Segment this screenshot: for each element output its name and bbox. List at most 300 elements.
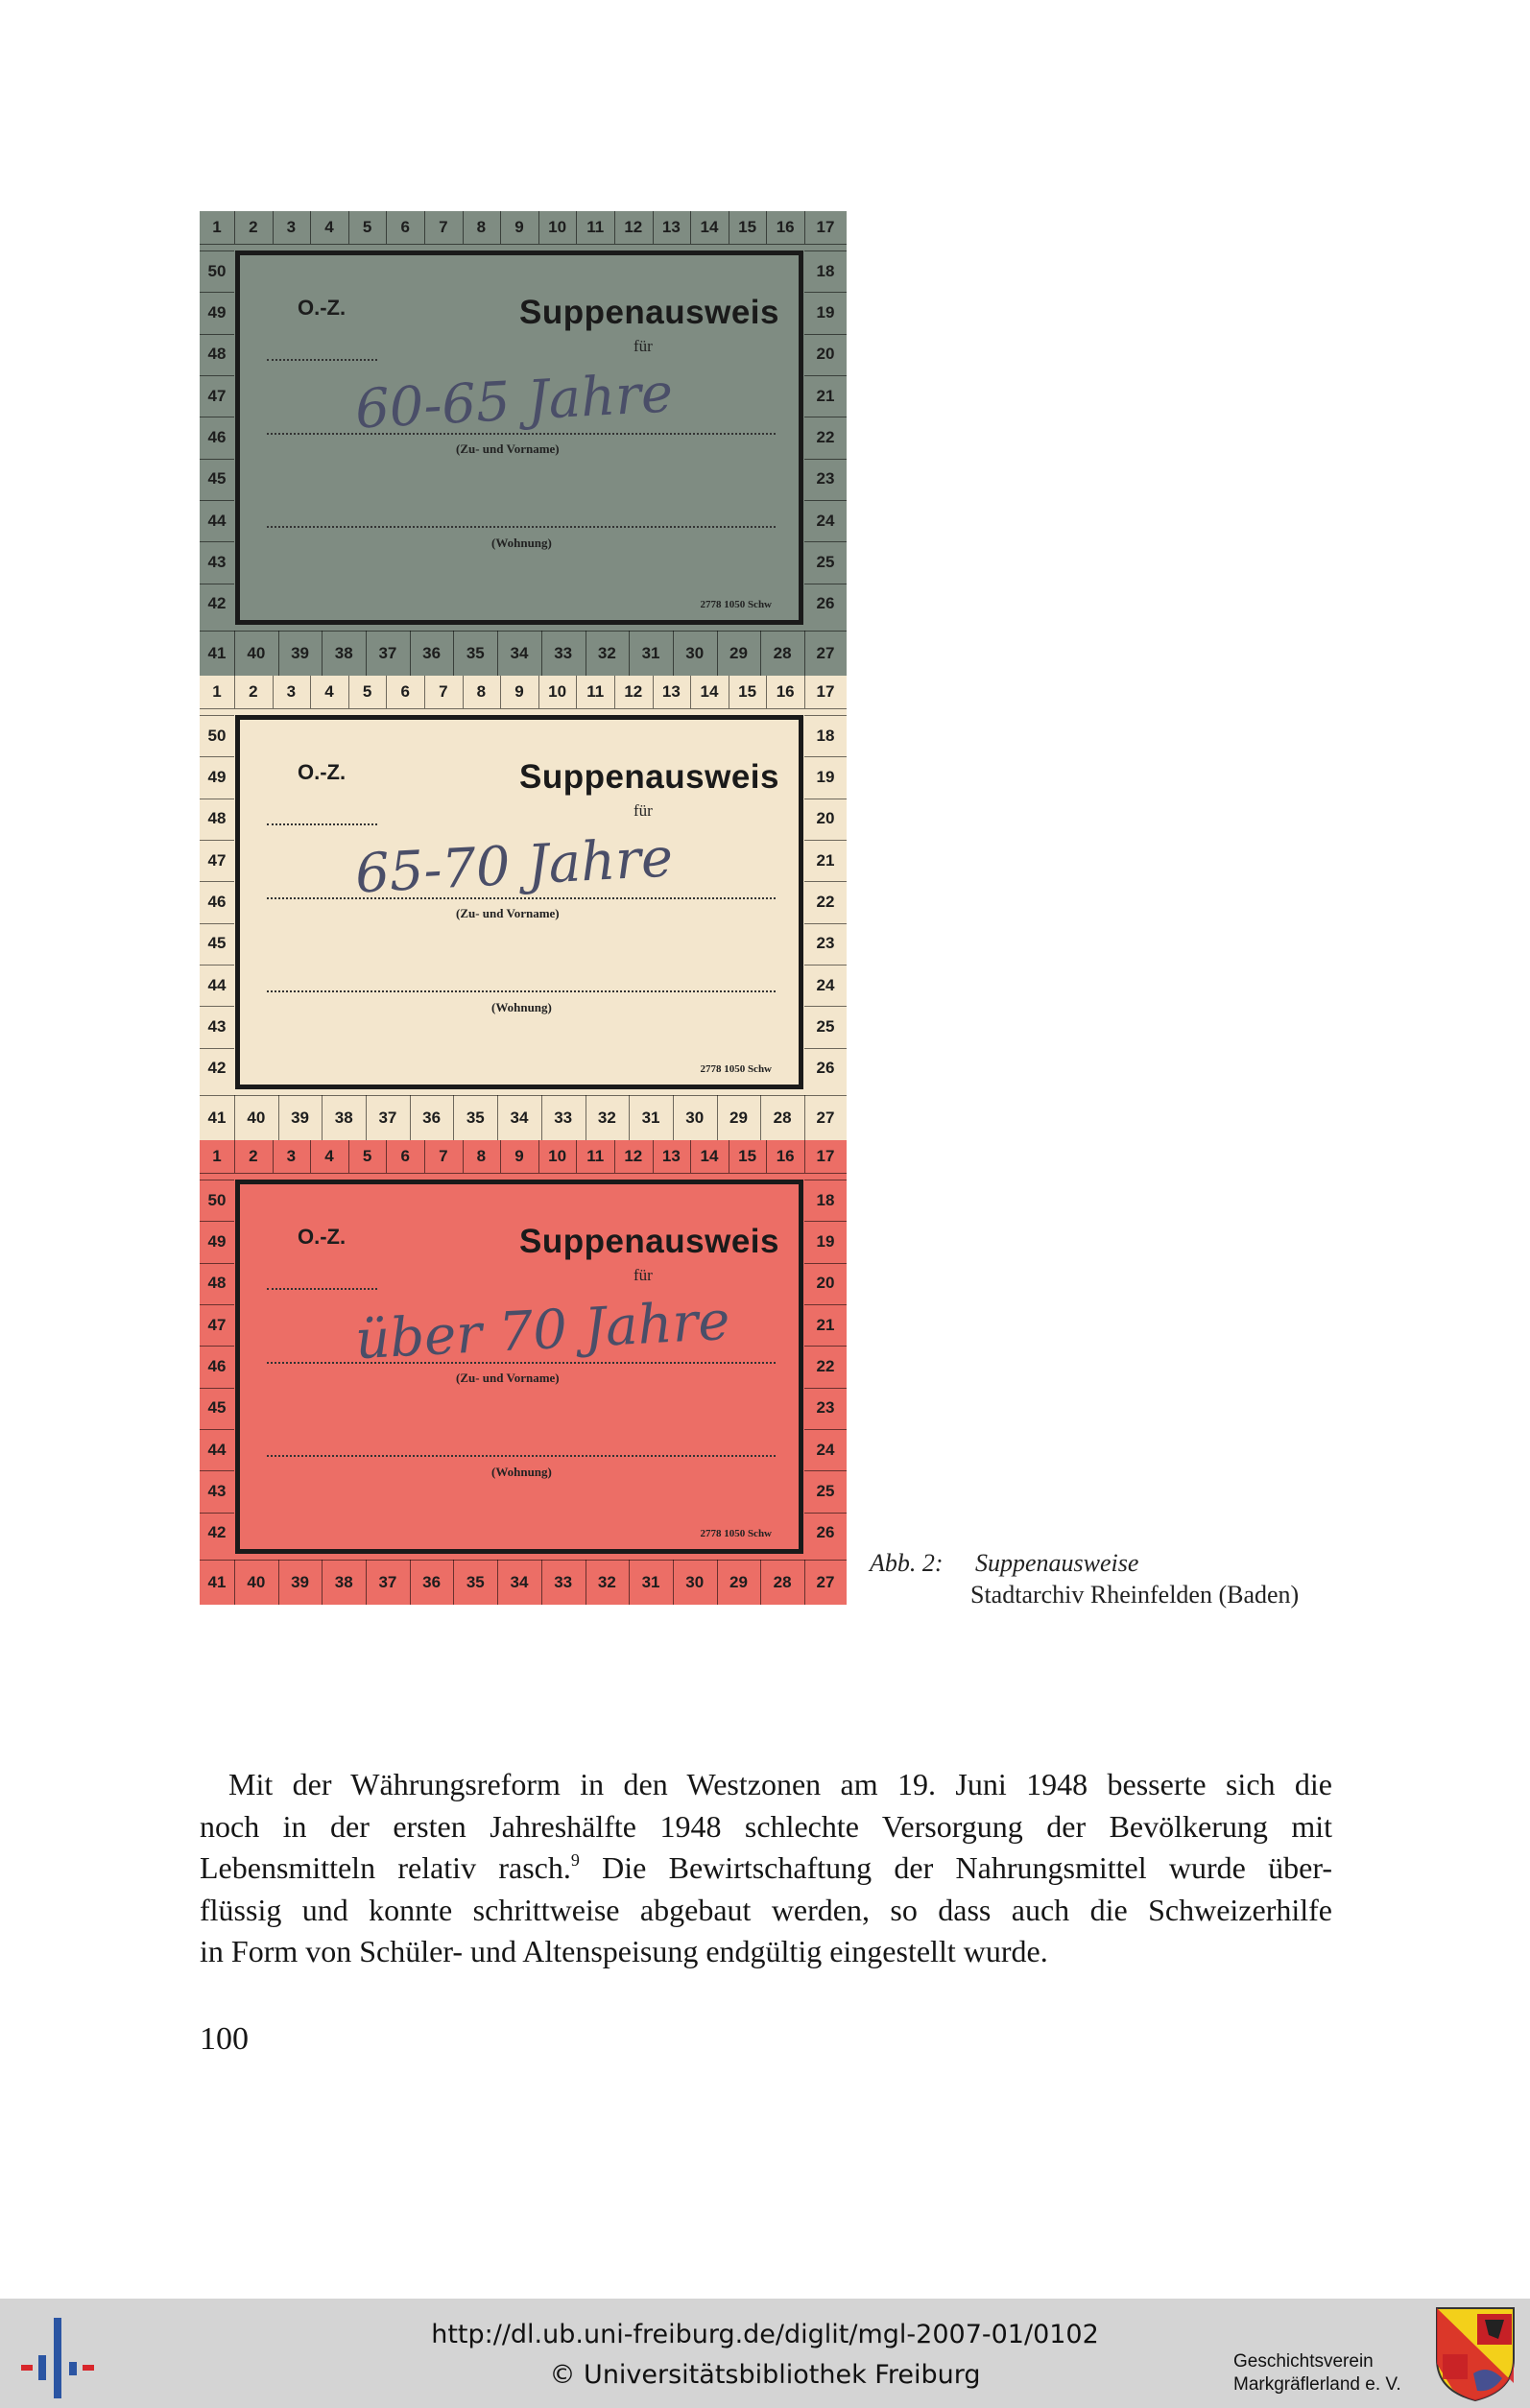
coupon-divider <box>673 1560 674 1605</box>
form-print-code: 2778 1050 Schw <box>700 1063 772 1075</box>
body-line: in Form von Schüler- und Altenspeisung endgültig eingestellt wurde. <box>200 1934 1048 1968</box>
coupon-number: 43 <box>207 1016 227 1036</box>
coupon-divider <box>386 211 387 244</box>
dotted-line <box>267 359 377 361</box>
coupon-divider <box>463 676 464 708</box>
form-address-label: (Wohnung) <box>491 1000 552 1014</box>
coupon-divider <box>200 1429 234 1430</box>
coupon-divider <box>322 631 323 676</box>
coupon-number: 42 <box>207 1523 227 1542</box>
coupon-divider <box>278 1560 279 1605</box>
coupon-number: 7 <box>439 1147 448 1165</box>
coupon-number: 14 <box>700 218 719 236</box>
coupon-divider <box>614 211 615 244</box>
coupon-number: 28 <box>773 1572 792 1591</box>
coupon-divider <box>690 211 691 244</box>
dotted-line <box>267 1288 377 1290</box>
handwritten-age-group: 65-70 Jahre <box>353 826 675 906</box>
coupon-number: 44 <box>207 511 227 530</box>
soup-pass-card <box>200 676 847 1140</box>
soup-pass-card <box>200 1140 847 1605</box>
coupon-number: 19 <box>816 1231 835 1251</box>
coupon-number: 48 <box>207 1274 227 1293</box>
coupon-number: 10 <box>548 682 567 701</box>
coupon-divider <box>200 1221 234 1222</box>
coupon-divider <box>614 1140 615 1173</box>
coupon-divider <box>234 676 235 708</box>
coupon-number: 17 <box>816 218 835 236</box>
coupon-number: 1 <box>212 218 222 236</box>
coupon-divider <box>497 1560 498 1605</box>
coupon-divider <box>541 1560 542 1605</box>
dotted-line <box>267 1362 776 1364</box>
coupon-number: 48 <box>207 809 227 828</box>
form-fuer-label: für <box>634 337 653 355</box>
caption-source: Stadtarchiv Rheinfelden (Baden) <box>970 1581 1300 1609</box>
coupon-number: 1 <box>212 682 222 701</box>
coupon-divider <box>200 965 234 966</box>
coupon-number: 25 <box>816 1016 835 1036</box>
coupon-number: 6 <box>400 218 410 236</box>
coupon-divider <box>453 631 454 676</box>
coupon-divider <box>673 631 674 676</box>
coupon-divider <box>541 1095 542 1140</box>
coupon-divider <box>200 1388 234 1389</box>
handwritten-age-group: über 70 Jahre <box>353 1289 731 1372</box>
coupon-divider <box>804 459 847 460</box>
coupon-number: 5 <box>362 218 372 236</box>
figure-suppenausweise <box>200 211 847 1603</box>
coupon-divider <box>273 1140 274 1173</box>
form-fuer-label: für <box>634 801 653 820</box>
coupon-divider <box>804 1560 805 1605</box>
coupon-divider <box>200 375 234 376</box>
coupon-number: 21 <box>816 386 835 405</box>
coupon-divider <box>690 676 691 708</box>
coupon-divider <box>234 211 235 244</box>
coupon-number: 26 <box>816 1523 835 1542</box>
coupon-number: 14 <box>700 1147 719 1165</box>
coupon-number: 33 <box>554 1572 573 1591</box>
dotted-line <box>267 433 776 435</box>
coupon-number: 32 <box>597 1108 616 1127</box>
coupon-divider <box>673 1095 674 1140</box>
coupon-divider <box>200 756 234 757</box>
coupon-divider <box>424 676 425 708</box>
coupon-number: 9 <box>514 218 524 236</box>
body-line <box>200 1848 1332 1890</box>
coupon-divider <box>410 1560 411 1605</box>
coupon-divider <box>273 211 274 244</box>
coupon-number: 15 <box>738 682 757 701</box>
coupon-divider <box>424 1140 425 1173</box>
coupon-divider <box>541 631 542 676</box>
coupon-number: 36 <box>422 1108 442 1127</box>
coupon-number: 48 <box>207 345 227 364</box>
coupon-number: 24 <box>816 975 835 994</box>
body-text: Lebensmitteln relativ rasch. <box>200 1850 571 1885</box>
form-frame <box>235 1180 803 1554</box>
coupon-divider <box>200 1095 847 1096</box>
coupon-number: 31 <box>641 1572 660 1591</box>
coupon-divider <box>200 459 234 460</box>
coupon-divider <box>463 211 464 244</box>
coupon-divider <box>322 1560 323 1605</box>
coupon-number: 44 <box>207 975 227 994</box>
coupon-number: 16 <box>776 218 795 236</box>
coupon-number: 6 <box>400 682 410 701</box>
coupon-number: 24 <box>816 1440 835 1459</box>
coupon-divider <box>804 1263 847 1264</box>
coupon-divider <box>322 1095 323 1140</box>
society-name-line: Geschichtsverein <box>1233 2351 1374 2372</box>
coupon-number: 39 <box>291 1108 309 1127</box>
coupon-divider <box>453 1560 454 1605</box>
coupon-number: 23 <box>816 1398 835 1418</box>
coupon-number: 26 <box>816 594 835 613</box>
coupon-divider <box>234 1140 235 1173</box>
coupon-number: 38 <box>334 643 353 662</box>
form-print-code: 2778 1050 Schw <box>700 599 772 610</box>
copyright-notice: © Universitätsbibliothek Freiburg <box>549 2360 981 2390</box>
coupon-number: 50 <box>207 261 227 280</box>
coupon-number: 5 <box>362 682 372 701</box>
coupon-number: 13 <box>661 218 681 236</box>
coupon-divider <box>278 631 279 676</box>
coupon-divider <box>366 1095 367 1140</box>
coupon-number: 42 <box>207 594 227 613</box>
coupon-number: 12 <box>624 1147 643 1165</box>
coupon-number: 43 <box>207 552 227 571</box>
coupon-number: 11 <box>586 682 605 701</box>
coupon-number: 30 <box>685 643 705 662</box>
coupon-number: 23 <box>816 469 835 489</box>
soup-pass-card <box>200 211 847 676</box>
coupon-number: 50 <box>207 726 227 745</box>
form-fuer-label: für <box>634 1266 653 1284</box>
coupon-number: 30 <box>685 1572 705 1591</box>
coupon-number: 1 <box>212 1147 222 1165</box>
coupon-divider <box>234 631 235 676</box>
coupon-divider <box>804 631 805 676</box>
coupon-number: 46 <box>207 892 227 911</box>
coupon-divider <box>200 881 234 882</box>
footnote-marker[interactable]: 9 <box>570 1850 580 1870</box>
coupon-divider <box>310 211 311 244</box>
coupon-divider <box>804 1513 847 1514</box>
coupon-number: 2 <box>249 1147 258 1165</box>
coupon-divider <box>200 1513 234 1514</box>
form-frame <box>235 715 803 1089</box>
coupon-divider <box>500 1140 501 1173</box>
coupon-divider <box>760 1560 761 1605</box>
coupon-divider <box>310 676 311 708</box>
coupon-divider <box>497 1095 498 1140</box>
coupon-number: 49 <box>207 302 227 322</box>
coupon-number: 49 <box>207 767 227 786</box>
coupon-number: 25 <box>816 552 835 571</box>
coupon-divider <box>804 1095 805 1140</box>
coupon-divider <box>366 1560 367 1605</box>
coupon-number: 22 <box>816 427 835 446</box>
coupon-number: 35 <box>466 643 485 662</box>
coupon-divider <box>653 211 654 244</box>
coupon-divider <box>690 1140 691 1173</box>
coupon-number: 7 <box>439 218 448 236</box>
coupon-divider <box>200 1006 234 1007</box>
coupon-number: 13 <box>661 682 681 701</box>
coupon-number: 29 <box>729 1572 748 1591</box>
coupon-divider <box>200 1304 234 1305</box>
coupon-number: 47 <box>207 386 227 405</box>
coupon-number: 41 <box>207 643 227 662</box>
figure-caption <box>870 1547 1299 1610</box>
coupon-divider <box>804 1346 847 1347</box>
coupon-number: 20 <box>816 345 835 364</box>
form-title: Suppenausweis <box>518 758 779 796</box>
coupon-number: 23 <box>816 934 835 953</box>
coupon-number: 17 <box>816 682 835 701</box>
form-oz-label: O.-Z. <box>298 1225 347 1249</box>
coupon-number: 34 <box>510 643 529 662</box>
coupon-number: 37 <box>378 643 397 662</box>
coupon-number: 29 <box>729 643 748 662</box>
coupon-number: 27 <box>816 1572 835 1591</box>
coupon-divider <box>200 1263 234 1264</box>
coupon-divider <box>500 676 501 708</box>
coupon-number: 34 <box>510 1572 529 1591</box>
coupon-divider <box>760 1095 761 1140</box>
coupon-number: 3 <box>286 682 297 701</box>
coupon-divider <box>804 292 847 293</box>
coupon-divider <box>234 1095 235 1140</box>
coupon-number: 49 <box>207 1231 227 1251</box>
coupon-divider <box>200 1048 234 1049</box>
form-name-label: (Zu- und Vorname) <box>456 1371 560 1385</box>
caption-label: Abb. 2: <box>870 1549 944 1577</box>
coupon-number: 11 <box>586 218 605 236</box>
coupon-divider <box>234 1560 235 1605</box>
coupon-number: 30 <box>685 1108 705 1127</box>
coupon-number: 4 <box>324 1147 334 1165</box>
body-paragraph <box>200 1764 1332 1973</box>
coupon-number: 19 <box>816 767 835 786</box>
coupon-divider <box>273 676 274 708</box>
coupon-number: 8 <box>476 682 487 701</box>
coupon-number: 15 <box>738 218 757 236</box>
coupon-divider <box>366 631 367 676</box>
coupon-divider <box>200 1560 847 1561</box>
page-number: 100 <box>200 2021 249 2057</box>
coupon-number: 41 <box>207 1108 227 1127</box>
society-crest-icon[interactable] <box>1435 2306 1516 2402</box>
coupon-number: 29 <box>729 1108 748 1127</box>
coupon-divider <box>200 1346 234 1347</box>
coupon-number: 42 <box>207 1059 227 1078</box>
coupon-number: 4 <box>324 682 334 701</box>
coupon-divider <box>804 676 805 708</box>
coupon-divider <box>804 211 805 244</box>
coupon-number: 22 <box>816 1356 835 1375</box>
coupon-number: 3 <box>286 218 297 236</box>
coupon-number: 36 <box>422 643 442 662</box>
form-title: Suppenausweis <box>518 1223 779 1260</box>
coupon-number: 14 <box>700 682 719 701</box>
dotted-line <box>267 526 776 528</box>
coupon-number: 18 <box>816 726 835 745</box>
society-name-line: Markgräflerland e. V. <box>1233 2374 1401 2395</box>
coupon-divider <box>453 1095 454 1140</box>
coupon-number: 6 <box>400 1147 410 1165</box>
coupon-divider <box>804 334 847 335</box>
coupon-number: 22 <box>816 892 835 911</box>
coupon-number: 35 <box>466 1108 485 1127</box>
footer-bar <box>0 2299 1530 2408</box>
coupon-number: 4 <box>324 218 334 236</box>
coupon-number: 40 <box>247 1572 266 1591</box>
coupon-number: 18 <box>816 261 835 280</box>
society-name <box>1233 2350 1401 2396</box>
coupon-divider <box>804 1470 847 1471</box>
dotted-line <box>267 990 776 992</box>
form-title: Suppenausweis <box>518 294 779 331</box>
coupon-number: 19 <box>816 302 835 322</box>
coupon-number: 45 <box>207 1398 227 1418</box>
form-address-label: (Wohnung) <box>491 536 552 550</box>
coupon-number: 2 <box>249 682 258 701</box>
coupon-divider <box>717 1560 718 1605</box>
form-print-code: 2778 1050 Schw <box>700 1528 772 1539</box>
coupon-divider <box>629 1560 630 1605</box>
coupon-divider <box>410 1095 411 1140</box>
coupon-divider <box>200 541 234 542</box>
coupon-number: 44 <box>207 1440 227 1459</box>
coupon-number: 20 <box>816 809 835 828</box>
coupon-divider <box>804 1140 805 1173</box>
form-name-label: (Zu- und Vorname) <box>456 906 560 920</box>
coupon-divider <box>200 244 847 245</box>
coupon-number: 10 <box>548 1147 567 1165</box>
document-url-link[interactable]: http://dl.ub.uni-freiburg.de/diglit/mgl-2007-01/0102 <box>431 2320 1099 2349</box>
coupon-divider <box>200 1470 234 1471</box>
coupon-divider <box>497 631 498 676</box>
coupon-number: 37 <box>378 1108 397 1127</box>
coupon-number: 38 <box>334 1108 353 1127</box>
dotted-line <box>267 1455 776 1457</box>
coupon-divider <box>804 500 847 501</box>
coupon-divider <box>629 631 630 676</box>
coupon-divider <box>278 1095 279 1140</box>
coupon-divider <box>576 1140 577 1173</box>
coupon-number: 5 <box>362 1147 372 1165</box>
coupon-divider <box>200 500 234 501</box>
coupon-number: 21 <box>816 850 835 870</box>
body-text: Die Bewirtschaftung der Nahrungsmittel wurde über- <box>579 1850 1333 1885</box>
coupon-number: 12 <box>624 218 643 236</box>
caption-title: Suppenausweise <box>975 1549 1139 1577</box>
coupon-number: 47 <box>207 1315 227 1334</box>
form-name-label: (Zu- und Vorname) <box>456 441 560 456</box>
coupon-divider <box>538 1140 539 1173</box>
coupon-number: 12 <box>624 682 643 701</box>
form-frame <box>235 250 803 625</box>
coupon-divider <box>576 676 577 708</box>
coupon-divider <box>386 1140 387 1173</box>
coupon-divider <box>804 715 847 716</box>
coupon-divider <box>200 840 234 841</box>
coupon-number: 7 <box>439 682 448 701</box>
coupon-divider <box>804 923 847 924</box>
coupon-divider <box>653 676 654 708</box>
coupon-divider <box>804 375 847 376</box>
coupon-divider <box>804 1304 847 1305</box>
body-line: noch in der ersten Jahreshälfte 1948 schlechte Versorgung der Bevölkerung mit <box>200 1808 1332 1844</box>
coupon-number: 50 <box>207 1190 227 1209</box>
coupon-number: 40 <box>247 1108 266 1127</box>
coupon-divider <box>766 1140 767 1173</box>
coupon-divider <box>500 211 501 244</box>
coupon-number: 15 <box>738 1147 757 1165</box>
coupon-divider <box>717 1095 718 1140</box>
coupon-number: 16 <box>776 1147 795 1165</box>
coupon-number: 3 <box>286 1147 297 1165</box>
coupon-number: 26 <box>816 1059 835 1078</box>
coupon-divider <box>766 211 767 244</box>
coupon-number: 46 <box>207 427 227 446</box>
coupon-number: 39 <box>291 1572 309 1591</box>
coupon-divider <box>200 292 234 293</box>
coupon-number: 21 <box>816 1315 835 1334</box>
coupon-number: 47 <box>207 850 227 870</box>
coupon-number: 16 <box>776 682 795 701</box>
coupon-number: 45 <box>207 469 227 489</box>
coupon-divider <box>410 631 411 676</box>
coupon-divider <box>200 250 234 251</box>
coupon-divider <box>804 1006 847 1007</box>
coupon-number: 35 <box>466 1572 485 1591</box>
coupon-number: 31 <box>641 643 660 662</box>
coupon-number: 33 <box>554 643 573 662</box>
coupon-number: 8 <box>476 218 487 236</box>
coupon-divider <box>200 708 847 709</box>
coupon-number: 34 <box>510 1108 529 1127</box>
dotted-line <box>267 897 776 899</box>
coupon-number: 39 <box>291 643 309 662</box>
coupon-number: 9 <box>514 682 524 701</box>
coupon-divider <box>200 1173 847 1174</box>
coupon-divider <box>200 923 234 924</box>
coupon-divider <box>424 211 425 244</box>
coupon-divider <box>463 1140 464 1173</box>
coupon-divider <box>629 1095 630 1140</box>
coupon-number: 33 <box>554 1108 573 1127</box>
coupon-number: 28 <box>773 643 792 662</box>
coupon-number: 17 <box>816 1147 835 1165</box>
coupon-number: 46 <box>207 1356 227 1375</box>
coupon-number: 43 <box>207 1481 227 1500</box>
coupon-divider <box>653 1140 654 1173</box>
coupon-number: 9 <box>514 1147 524 1165</box>
coupon-divider <box>804 250 847 251</box>
coupon-number: 20 <box>816 1274 835 1293</box>
coupon-divider <box>310 1140 311 1173</box>
coupon-divider <box>576 211 577 244</box>
coupon-divider <box>614 676 615 708</box>
coupon-divider <box>804 840 847 841</box>
coupon-divider <box>348 1140 349 1173</box>
handwritten-age-group: 60-65 Jahre <box>353 362 675 441</box>
form-address-label: (Wohnung) <box>491 1465 552 1479</box>
